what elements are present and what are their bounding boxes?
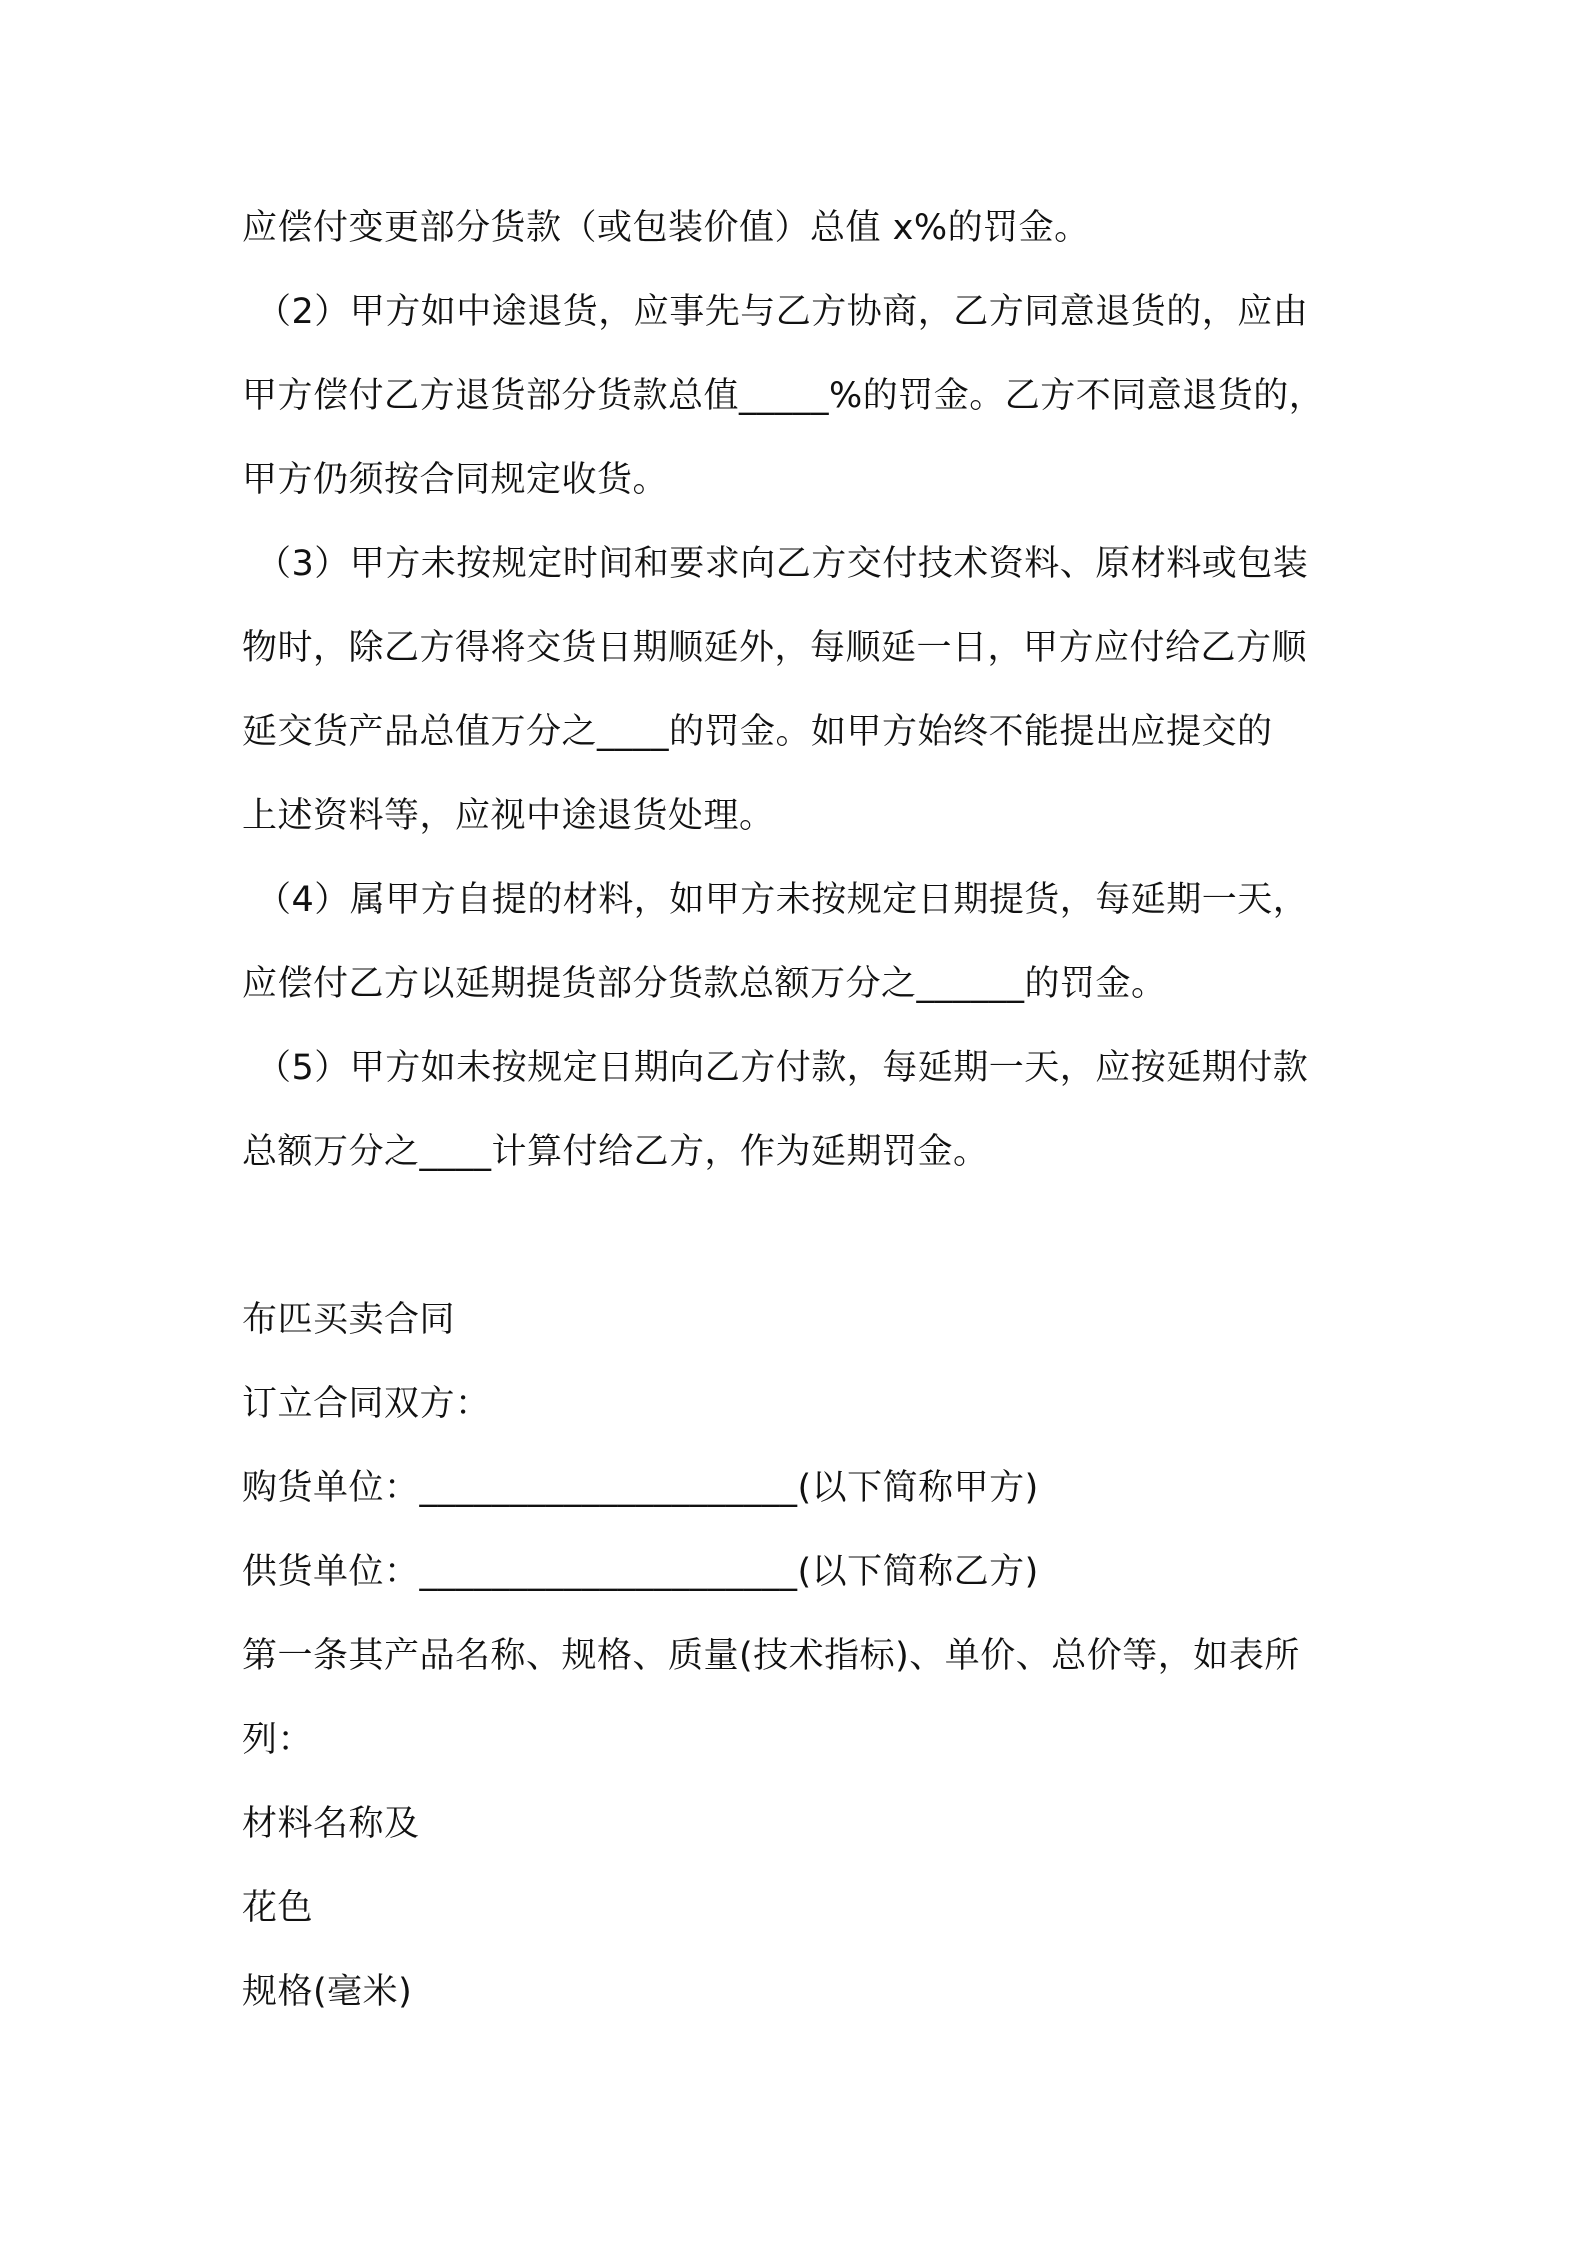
paragraph-line: 应偿付变更部分货款（或包装价值）总值 x%的罚金。	[242, 208, 1090, 248]
paragraph-line: 物时，除乙方得将交货日期顺延外，每顺延一日，甲方应付给乙方顺	[242, 628, 1308, 668]
paragraph-line: 甲方偿付乙方退货部分货款总值_____%的罚金。乙方不同意退货的，	[242, 376, 1325, 416]
paragraph-line: 延交货产品总值万分之____的罚金。如甲方始终不能提出应提交的	[242, 712, 1273, 752]
paragraph-line: 甲方仍须按合同规定收货。	[242, 460, 669, 500]
contract-title: 布匹买卖合同	[242, 1300, 456, 1340]
clause-5-line: （5）甲方如未按规定日期向乙方付款，每延期一天，应按延期付款	[256, 1048, 1309, 1088]
clause-3-line: （3）甲方未按规定时间和要求向乙方交付技术资料、原材料或包装	[256, 544, 1309, 584]
clause-4-line: （4）属甲方自提的材料，如甲方未按规定日期提货，每延期一天，	[256, 880, 1309, 920]
table-column-spec: 规格(毫米)	[242, 1972, 413, 2012]
paragraph-line: 总额万分之____计算付给乙方，作为延期罚金。	[242, 1132, 989, 1172]
table-column-color: 花色	[242, 1888, 314, 1928]
supplier-unit-line: 供货单位：_____________________(以下简称乙方)	[242, 1552, 1039, 1592]
table-column-material-name: 材料名称及	[242, 1804, 420, 1844]
paragraph-line: 列：	[242, 1720, 314, 1760]
article-1-line: 第一条其产品名称、规格、质量(技术指标)、单价、总价等，如表所	[242, 1636, 1300, 1676]
buyer-unit-line: 购货单位：_____________________(以下简称甲方)	[242, 1468, 1039, 1508]
clause-2-line: （2）甲方如中途退货，应事先与乙方协商，乙方同意退货的，应由	[256, 292, 1309, 332]
parties-heading: 订立合同双方：	[242, 1384, 491, 1424]
paragraph-line: 应偿付乙方以延期提货部分货款总额万分之______的罚金。	[242, 964, 1167, 1004]
paragraph-line: 上述资料等，应视中途退货处理。	[242, 796, 775, 836]
